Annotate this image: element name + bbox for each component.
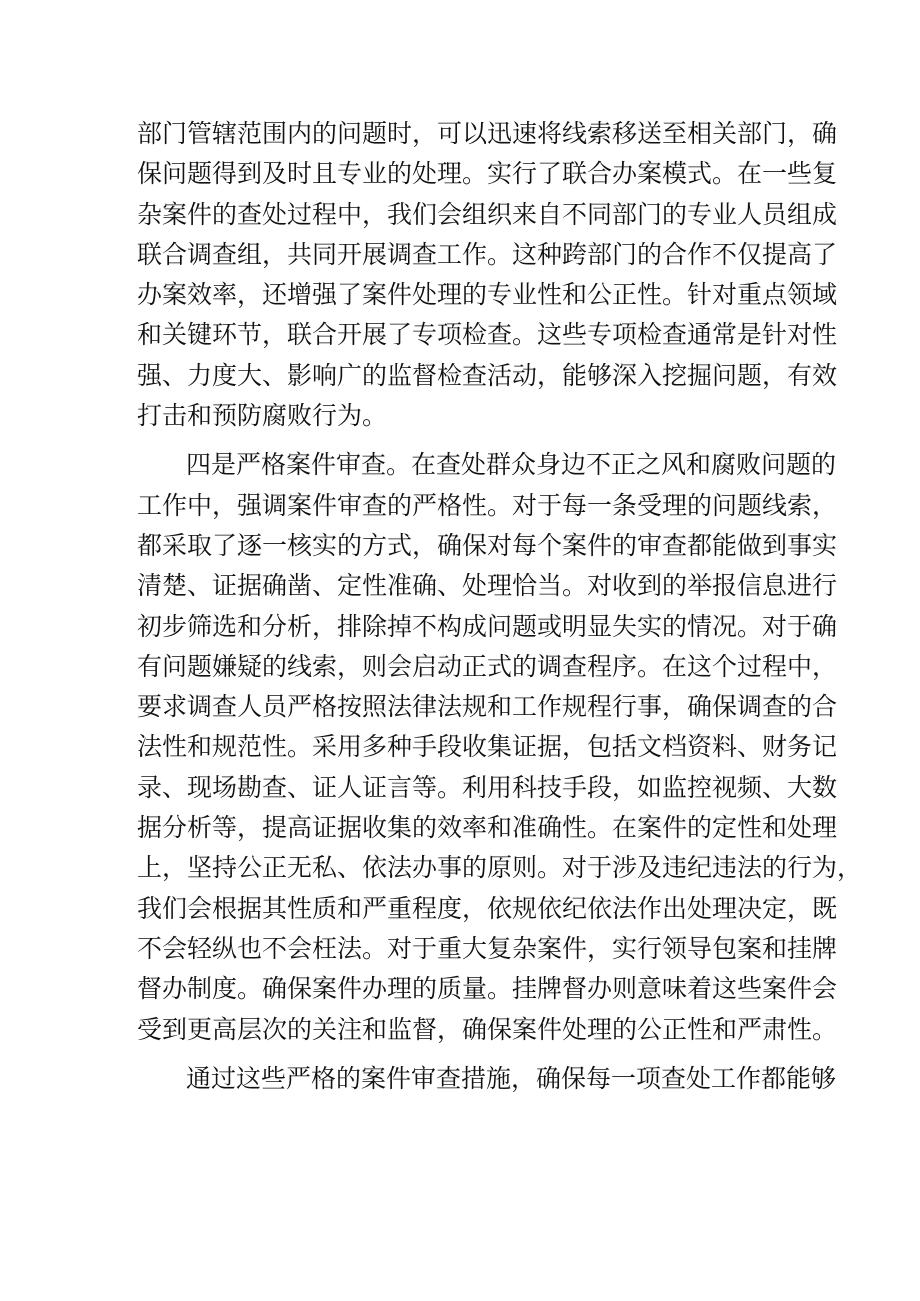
text-line: 四是严格案件审查。在查处群众身边不正之风和腐败问题的: [186, 450, 837, 480]
text-line: 打击和预防腐败行为。: [137, 401, 388, 431]
paragraph-1: [137, 114, 838, 436]
text-line: 受到更高层次的关注和监督，确保案件处理的公正性和严肃性。: [137, 1014, 838, 1044]
text-line: 通过这些严格的案件审查措施，确保每一项查处工作都能够: [186, 1063, 837, 1093]
text-line: 录、现场勘查、证人证言等。利用科技手段，如监控视频、大数: [137, 772, 838, 802]
text-line: 据分析等，提高证据收集的效率和准确性。在案件的定性和处理: [137, 813, 838, 843]
text-line: 有问题嫌疑的线索，则会启动正式的调查程序。在这个过程中，: [137, 651, 838, 681]
text-line: 我们会根据其性质和严重程度，依规依纪依法作出处理决定，既: [137, 893, 838, 923]
text-line: 要求调查人员严格按照法律法规和工作规程行事，确保调查的合: [137, 692, 838, 722]
text-line: 法性和规范性。采用多种手段收集证据，包括文档资料、财务记: [137, 732, 838, 762]
text-line: 清楚、证据确凿、定性准确、处理恰当。对收到的举报信息进行: [137, 571, 838, 601]
text-line: 联合调查组，共同开展调查工作。这种跨部门的合作不仅提高了: [137, 239, 838, 269]
text-line: 初步筛选和分析，排除掉不构成问题或明显失实的情况。对于确: [137, 611, 838, 641]
text-line: 强、力度大、影响广的监督检查活动，能够深入挖掘问题，有效: [137, 360, 838, 390]
paragraph-3: [137, 1059, 837, 1099]
text-line: 都采取了逐一核实的方式，确保对每个案件的审查都能做到事实: [137, 530, 838, 560]
text-line: 和关键环节，联合开展了专项检查。这些专项检查通常是针对性: [137, 320, 838, 350]
paragraph-gap: [137, 1050, 797, 1059]
text-line: 督办制度。确保案件办理的质量。挂牌督办则意味着这些案件会: [137, 974, 838, 1004]
text-line: 保问题得到及时且专业的处理。实行了联合办案模式。在一些复: [137, 159, 838, 189]
text-line: 部门管辖范围内的问题时，可以迅速将线索移送至相关部门，确: [137, 119, 838, 148]
document-body: [137, 114, 863, 1099]
text-line: 上，坚持公正无私、依法办事的原则。对于涉及违纪违法的行为，: [137, 853, 863, 883]
paragraph-gap: [137, 436, 797, 445]
text-line: 杂案件的查处过程中，我们会组织来自不同部门的专业人员组成: [137, 199, 838, 229]
text-line: 工作中，强调案件审查的严格性。对于每一条受理的问题线索，: [137, 490, 838, 520]
paragraph-2: [137, 445, 863, 1049]
text-line: 不会轻纵也不会枉法。对于重大复杂案件，实行领导包案和挂牌: [137, 933, 838, 963]
text-line: 办案效率，还增强了案件处理的专业性和公正性。针对重点领域: [137, 280, 838, 310]
